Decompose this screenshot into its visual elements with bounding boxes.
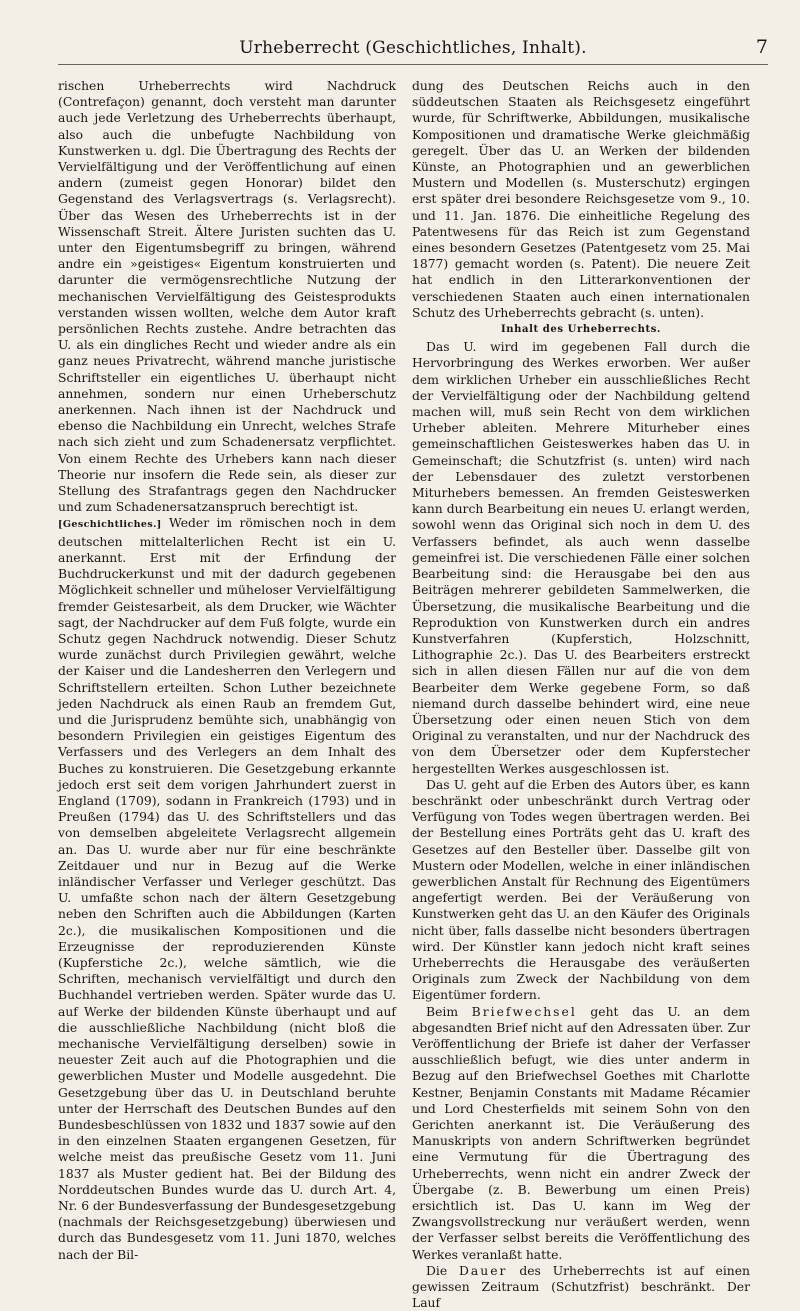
paragraph-text: Beim <box>426 1004 472 1019</box>
paragraph: dung des Deutschen Reichs auch in den süddeutschen Staaten als Reichsgesetz eingeführt wurde, für Schriftwerke, Abbildungen, musikalische Kompositionen und dramatische Werke gleichmäßig geregelt. Über das U. an Werken der bildenden Künste, an Photographien und an gewerblichen Mustern und Modellen (s. Musterschutz) ergingen erst später drei besondere Reichsgesetze vom 9., 10. und 11. Jan. 1876. Die einheitliche Regelung des Patentwesens für das Reich ist zum Gegenstand eines besondern Gesetzes (Patentgesetz vom 25. Mai 1877) gemacht worden (s. Patent). Die neuere Zeit hat endlich in den Litterarkonventionen der verschiedenen Staaten auch einen internationalen Schutz des Urheberrechts gebracht (s. unten). <box>412 79 750 320</box>
paragraph: rischen Urheberrechts wird Nachdruck (Contrefaçon) genannt, doch versteht man darunter auch jede Verletzung des Urheberrechts überhaupt, also auch die unbefugte Nachbildung von Kunstwerken u. dgl. Die Übertragung des Rechts der Vervielfältigung und der Veröffentlichung auf einen andern (zumeist gegen Honorar) bildet den Gegenstand des Verlagsvertrags (s. Verlagsrecht). Über das Wesen des Urheberrechts ist in der Wissenschaft Streit. Ältere Juristen suchten das U. unter den Eigentumsbegriff zu bringen, während andre ein »geistiges« Eigentum konstruierten und darunter die vermögensrechtliche Nutzung der mechanischen Vervielfältigung des Geistesprodukts verstanden wissen wollten, welche dem Autor kraft persönlichen Rechts zustehe. Andre betrachten das U. als ein dingliches Recht und wieder andre als ein ganz neues Privatrecht, während manche juristische Schriftsteller ein eigentliches U. überhaupt nicht annehmen, sondern nur einen Urheberschutz anerkennen. Nach ihnen ist der Nachdruck und ebenso die Nachbildung ein Unrecht, welches Strafe nach sich zieht und zum Schadenersatz verpflichtet. Von einem Rechte des Urhebers kann nach dieser Theorie nur insofern die Rede sein, als dieser zur Stellung des Strafantrags gegen den Nachdrucker und zum Schadenersatzanspruch berechtigt ist. <box>58 79 396 515</box>
paragraph: Das U. wird im gegebenen Fall durch die Hervorbringung des Werkes erworben. Wer außer dem wirklichen Urheber ein ausschließliches Recht der Vervielfältigung oder der Nachbildung geltend machen will, muß sein Recht von dem wirklichen Urheber ableiten. Mehrere Miturheber eines gemeinschaftlichen Geisteswerkes haben das U. in Gemeinschaft; die Schutzfrist (s. unten) wird nach der Lebensdauer des zuletzt verstorbenen Miturhebers bemessen. An fremden Geisteswerken kann durch Bearbeitung ein neues U. erlangt werden, sowohl wenn das Original sich noch in dem U. des Verfassers befindet, als auch wenn dasselbe gemeinfrei ist. Die verschiedenen Fälle einer solchen Bearbeitung sind: die Herausgabe bei den aus Beiträgen mehrerer gebildeten Sammelwerken, die Übersetzung, die musikalische Bearbeitung und die Reproduktion von Kunstwerken durch ein andres Kunstverfahren (Kupferstich, Holzschnitt, Lithographie 2c.). Das U. des Bearbeiters erstreckt sich in allen diesen Fällen nur auf die von dem Bearbeiter dem Werke gegebene Form, so daß niemand durch dasselbe behindert wird, eine neue Übersetzung oder einen neuen Stich von dem Original zu veranstalten, und nur der Nachdruck des von dem Übersetzer oder dem Kupferstecher hergestellten Werkes ausgeschlossen ist. <box>412 340 750 776</box>
left-column <box>58 78 396 1262</box>
paragraph-text: des Urheberrechts ist auf einen gewissen Zeitraum (Schutzfrist) beschränkt. Der Lauf <box>412 1263 750 1311</box>
right-column <box>412 78 751 1311</box>
paragraph <box>412 1004 750 1263</box>
paragraph <box>412 1263 750 1311</box>
paragraph-text: Weder im römischen noch in dem deutschen mittelalterlichen Recht ist ein U. anerkannt. Erst mit der Erfindung der Buchdruckerkunst und mit der dadurch gegebenen Möglichkeit schneller und müheloser Vervielfältigung fremder Geistesarbeit, als dem Drucker, wie Wächter sagt, der Nachdrucker auf dem Fuß folgte, wurde ein Schutz gegen Nachdruck notwendig. Dieser Schutz wurde zunächst durch Privilegien gewährt, welche der Kaiser und die Landesherren den Verlegern und Schriftstellern erteilten. Schon Luther bezeichnete jeden Nachdruck als einen Raub an fremdem Gut, und die Jurisprudenz bemühte sich, unabhängig von besondern Privilegien ein geistiges Eigentum des Verfassers und des Verlegers an dem Inhalt des Buches zu konstruieren. Die Gesetzgebung erkannte jedoch erst seit dem vorigen Jahrhundert zuerst in England (1709), sodann in Frankreich (1793) und in Preußen (1794) das U. des Schriftstellers und das von demselben abgeleitete Verlagsrecht allgemein an. Das U. wurde aber nur für eine beschränkte Zeitdauer und nur in Bezug auf die Werke inländischer Verfasser und Verleger geschützt. Das U. umfaßte schon nach der ältern Gesetzgebung neben den Schriften auch die Abbildungen (Karten 2c.), die musikalischen Kompositionen und die Erzeugnisse der reproduzierenden Künste (Kupferstiche 2c.), welche sämtlich, wie die Schriften, mechanisch vervielfältigt und durch den Buchhandel vertrieben werden. Später wurde das U. auf Werke der bildenden Künste überhaupt und auf die ausschließliche Nachbildung (nicht bloß die mechanische Vervielfältigung derselben) sowie in neuester Zeit auch auf die Photographien und die gewerblichen Muster und Modelle ausgedehnt. Die Gesetzgebung über das U. in Deutschland beruhte unter der Herrschaft des Deutschen Bundes auf den Bundesbeschlüssen von 1832 und 1837 sowie auf den in den einzelnen Staaten ergangenen Gesetzen, für welche meist das preußische Gesetz vom 11. Juni 1837 als Muster gedient hat. Bei der Bildung des Norddeutschen Bundes wurde das U. durch Art. 4, Nr. 6 der Bundesverfassung der Bundesgesetzgebung (nachmals der Reichsgesetzgebung) überwiesen und durch das Bundesgesetz vom 11. Juni 1870, welches nach der Bil- <box>58 516 396 1262</box>
paragraph <box>58 515 396 1262</box>
paragraph-text: Die <box>426 1263 460 1278</box>
section-label: [Geschichtliches.] <box>58 519 162 531</box>
spaced-term: Dauer <box>459 1263 508 1278</box>
spaced-term: Briefwechsel <box>471 1004 577 1019</box>
page-header <box>58 36 768 65</box>
section-heading: Inhalt des Urheberrechts. <box>500 324 662 336</box>
paragraph: Das U. geht auf die Erben des Autors über, es kann beschränkt oder unbeschränkt durch Vertrag oder Verfügung von Todes wegen übertragen werden. Bei der Bestellung eines Porträts geht das U. kraft des Gesetzes auf den Besteller über. Dasselbe gilt von Mustern oder Modellen, welche in einer inländischen gewerblichen Anstalt für Rechnung des Eigentümers angefertigt werden. Bei der Veräußerung von Kunstwerken geht das U. an den Käufer des Originals nicht über, falls dasselbe nicht besonders übertragen wird. Der Künstler kann jedoch nicht kraft seines Urheberrechts die Herausgabe des veräußerten Originals zum Zweck der Nachbildung von dem Eigentümer fordern. <box>412 777 750 1003</box>
page-number: 7 <box>755 36 768 58</box>
paragraph-text: geht das U. an dem abgesandten Brief nicht auf den Adressaten über. Zur Veröffentlichung der Briefe ist daher der Verfasser ausschließlich befugt, wie dies unter anderm in Bezug auf den Briefwechsel Goethes mit Charlotte Kestner, Benjamin Constants mit Madame Récamier und Lord Chesterfields mit seinem Sohn von den Gerichten anerkannt ist. Die Veräußerung des Manuskripts von andern Schriftwerken begründet eine Vermutung für die Übertragung des Urheberrechts, wenn nicht ein andrer Zweck der Übergabe (z. B. Bewerbung um einen Preis) ersichtlich ist. Das U. kann im Weg der Zwangsvollstreckung nur veräußert werden, wenn der Verfasser selbst bereits die Veröffentlichung des Werkes veranlaßt hatte. <box>412 1004 751 1262</box>
running-title: Urheberrecht (Geschichtliches, Inhalt). <box>239 38 587 58</box>
